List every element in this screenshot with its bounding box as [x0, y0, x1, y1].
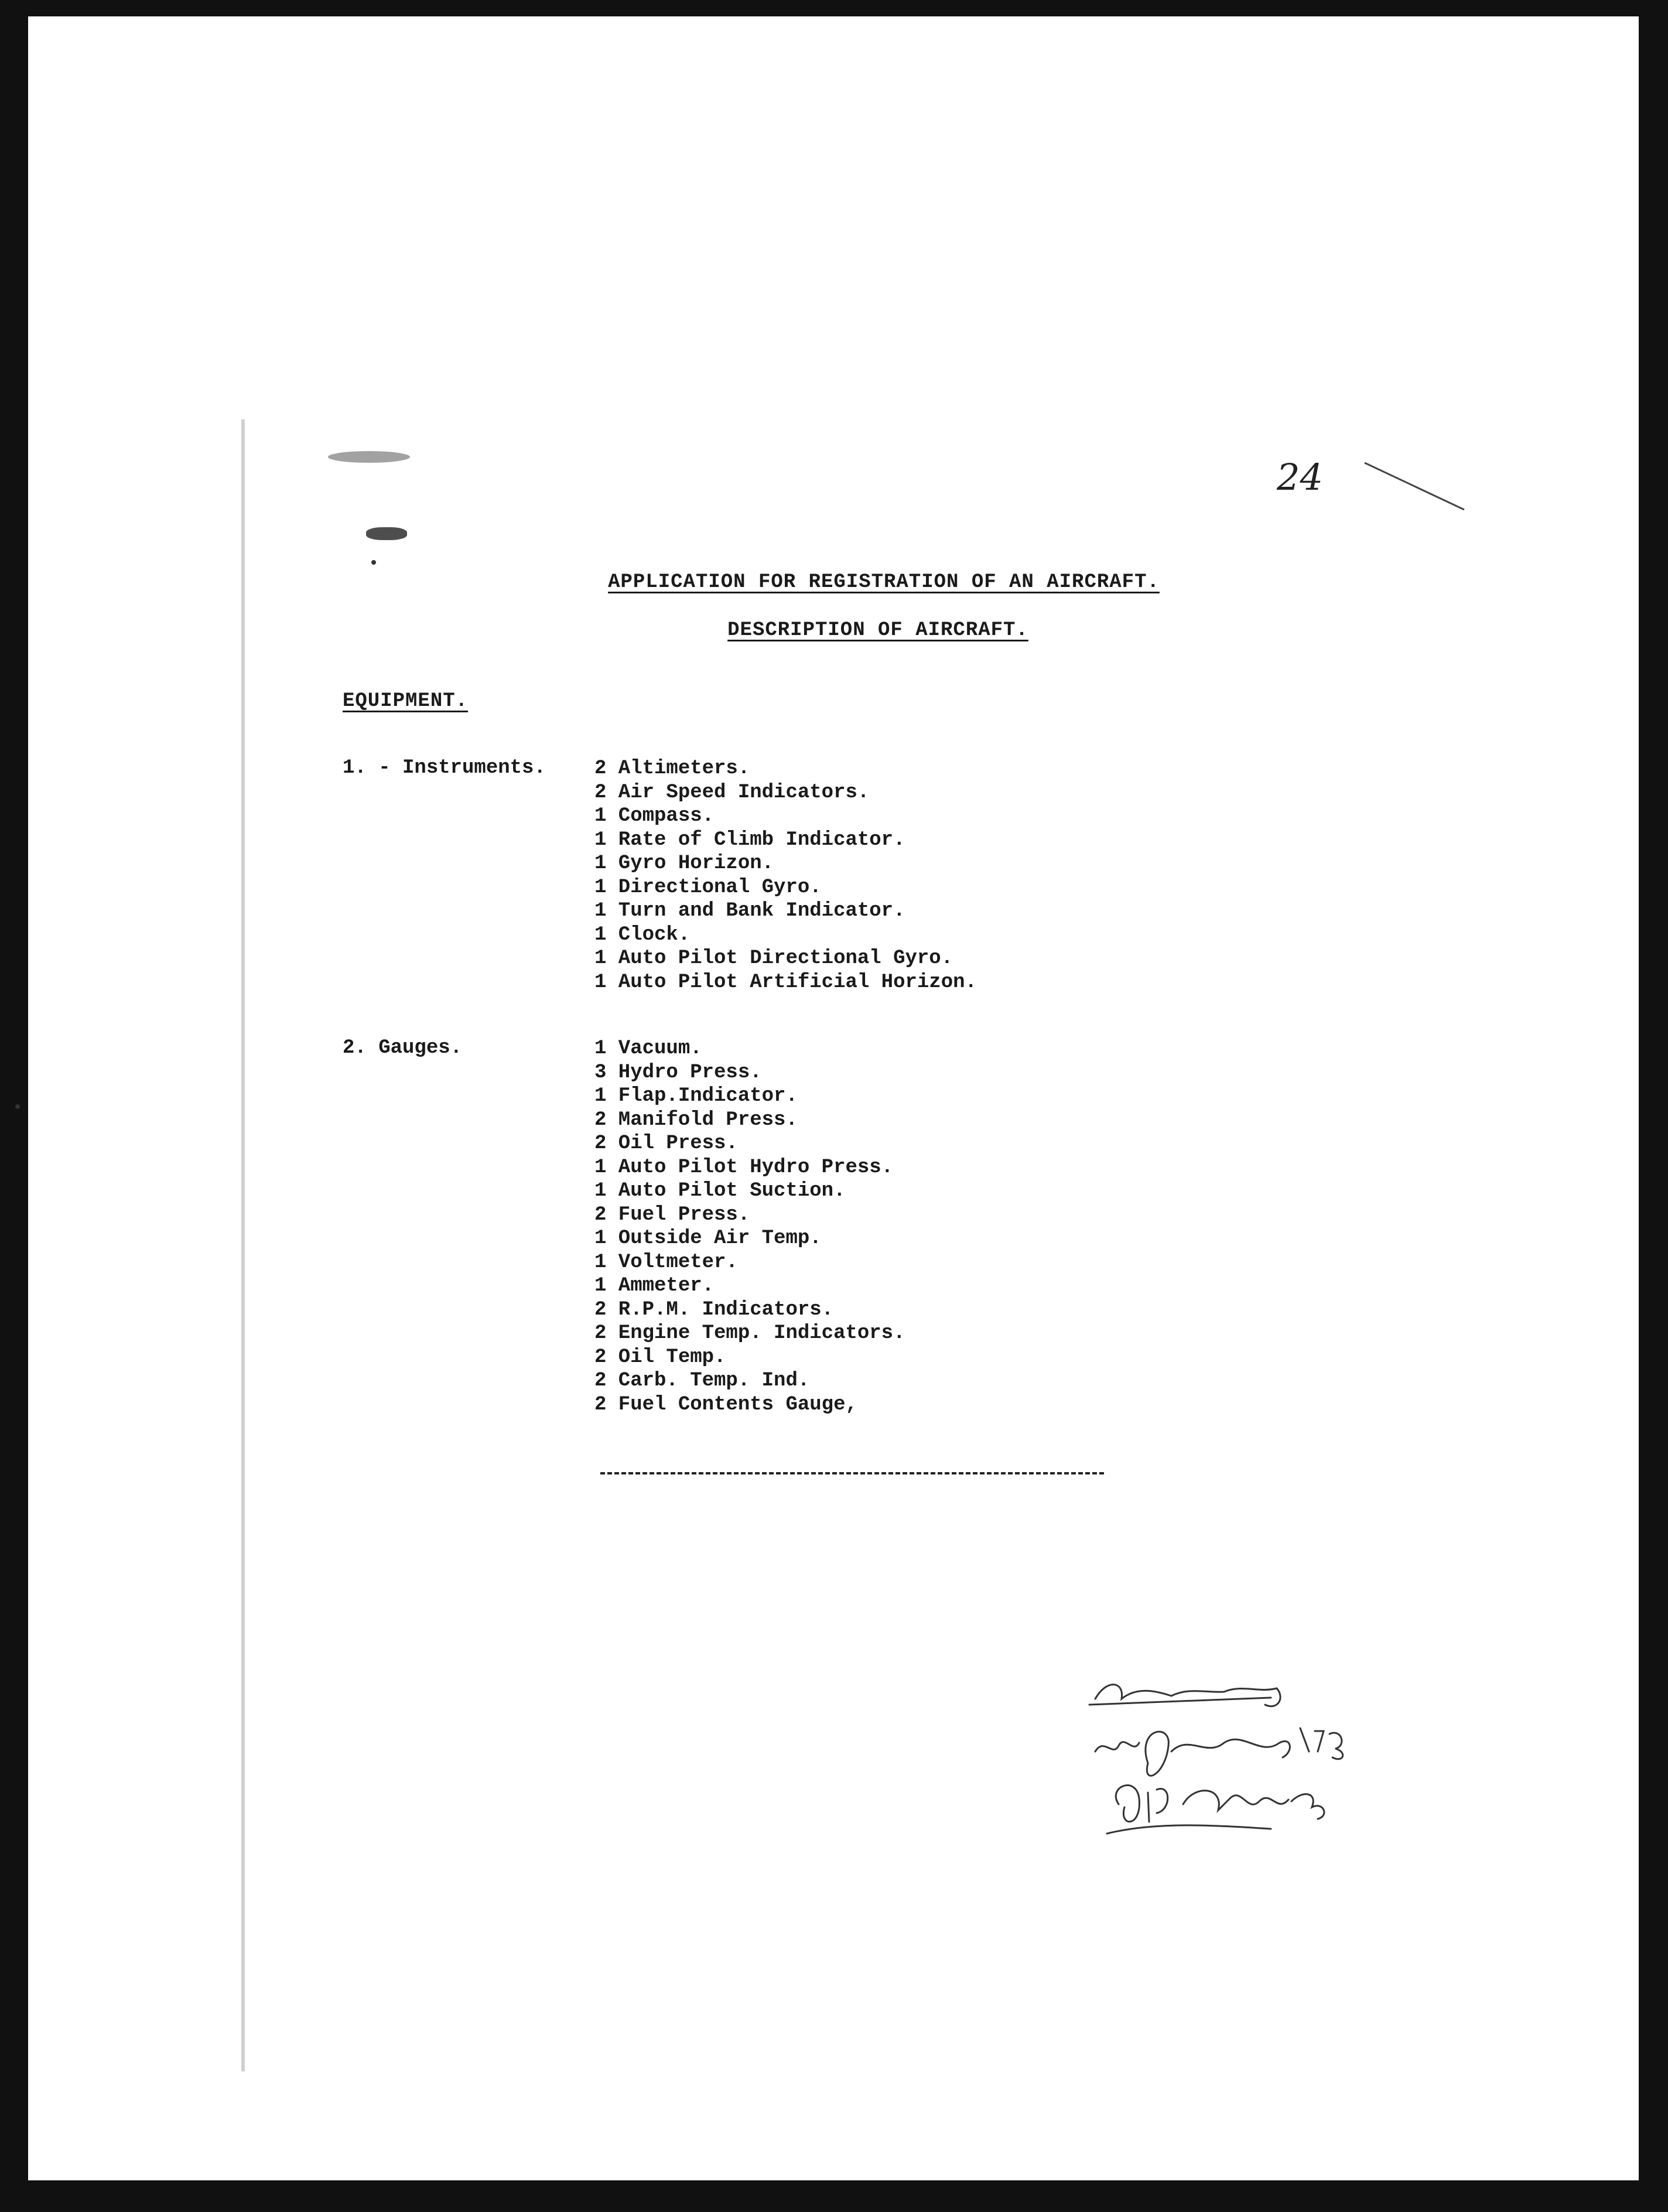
list-item: 1 Directional Gyro.	[594, 876, 822, 899]
list-item: 2 Carb. Temp. Ind.	[594, 1370, 810, 1392]
list-item: 2 R.P.M. Indicators.	[594, 1298, 834, 1321]
list-item: 1 Clock.	[594, 923, 691, 946]
list-item: 1 Auto Pilot Suction.	[594, 1180, 846, 1202]
list-item: 1 Auto Pilot Directional Gyro.	[594, 947, 953, 970]
ink-speck	[15, 1104, 20, 1109]
list-item: 1 Turn and Bank Indicator.	[594, 900, 905, 922]
group-label-instruments: 1. - Instruments.	[343, 757, 546, 779]
list-item: 1 Auto Pilot Artificial Horizon.	[594, 971, 977, 994]
document-title-text: APPLICATION FOR REGISTRATION OF AN AIRCRAFT.	[608, 571, 1160, 593]
list-item: 1 Compass.	[594, 805, 715, 827]
scan-border-top	[0, 0, 1668, 16]
list-item: 2 Engine Temp. Indicators.	[594, 1322, 905, 1344]
list-item: 2 Fuel Press.	[594, 1203, 750, 1226]
list-item: 2 Oil Press.	[594, 1132, 738, 1155]
list-item: 1 Auto Pilot Hydro Press.	[594, 1156, 894, 1179]
list-item: 1 Ammeter.	[594, 1275, 715, 1297]
pen-stroke	[1359, 457, 1476, 516]
ink-speck	[371, 560, 376, 565]
list-item: 2 Oil Temp.	[594, 1346, 726, 1368]
instrument-list	[594, 757, 977, 994]
document-subtitle-text: DESCRIPTION OF AIRCRAFT.	[727, 619, 1028, 641]
scan-border-right	[1639, 0, 1668, 2212]
document-title	[0, 571, 1668, 593]
list-item: 2 Fuel Contents Gauge,	[594, 1393, 857, 1416]
dashed-divider	[600, 1472, 1104, 1474]
list-item: 1 Flap.Indicator.	[594, 1085, 798, 1107]
page-edge-shadow	[241, 419, 245, 2071]
list-item: 2 Air Speed Indicators.	[594, 781, 870, 804]
document-subtitle	[0, 619, 1668, 641]
list-item: 1 Gyro Horizon.	[594, 852, 774, 875]
handwritten-annotation	[1083, 1675, 1365, 1886]
scan-border-bottom	[0, 2180, 1668, 2212]
list-item: 2 Altimeters.	[594, 757, 750, 780]
scan-border-left	[0, 0, 28, 2212]
handwritten-page-number: 24	[1277, 456, 1323, 499]
gauge-list	[594, 1037, 905, 1416]
list-item: 1 Outside Air Temp.	[594, 1227, 822, 1250]
list-item: 1 Rate of Climb Indicator.	[594, 828, 905, 851]
list-item: 3 Hydro Press.	[594, 1061, 762, 1084]
list-item: 1 Voltmeter.	[594, 1251, 738, 1274]
group-label-gauges: 2. Gauges.	[343, 1037, 463, 1059]
section-heading: EQUIPMENT.	[343, 690, 469, 712]
list-item: 2 Manifold Press.	[594, 1108, 798, 1131]
ink-smudge	[366, 527, 407, 540]
list-item: 1 Vacuum.	[594, 1037, 702, 1060]
ink-smudge	[328, 451, 410, 463]
